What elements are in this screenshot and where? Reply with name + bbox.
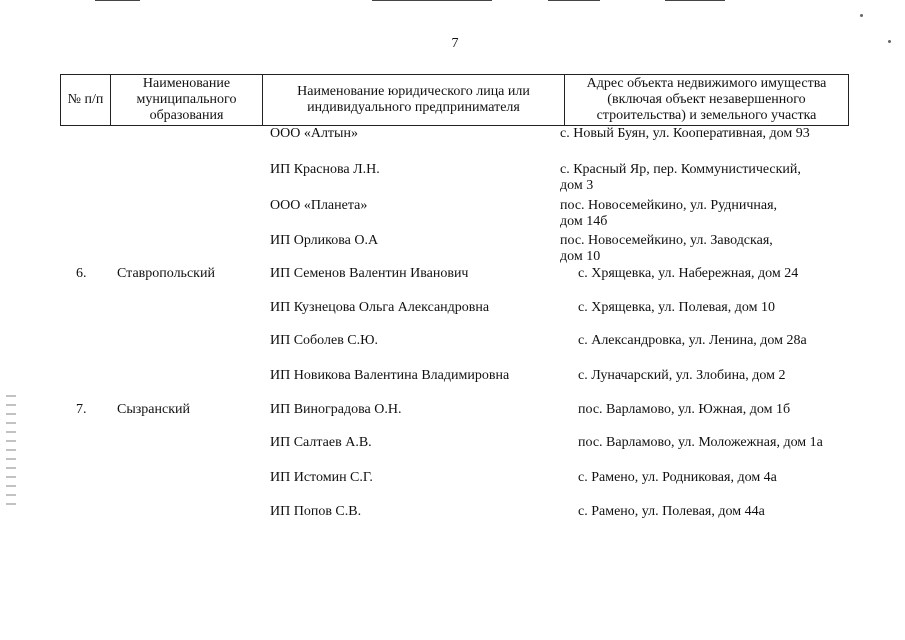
address-cell [578,402,878,418]
address-cell [578,470,878,486]
address-line-continued: дом 14б [560,214,608,229]
address-cell [578,266,878,282]
entity-cell: ООО «Алтын» [270,126,358,141]
header-entity: Наименование юридического лица или индивидуального предпринимателя [263,75,565,126]
municipality-cell: Сызранский [117,402,190,417]
header-num: № п/п [61,75,111,126]
scan-artifact-line [665,0,725,1]
margin-scan-marks [6,395,16,505]
scan-speck [888,40,891,43]
address-cell [578,504,878,520]
address-line: с. Хрящевка, ул. Полевая, дом 10 [578,300,775,315]
address-line: пос. Новосемейкино, ул. Заводская, [560,233,773,248]
address-cell [560,162,860,194]
address-line: с. Хрящевка, ул. Набережная, дом 24 [578,266,799,281]
entity-cell: ИП Попов С.В. [270,504,362,519]
entity-cell: ИП Истомин С.Г. [270,470,373,485]
address-cell [578,300,878,316]
entity-cell: ИП Семенов Валентин Иванович [270,266,469,281]
entity-cell: ИП Кузнецова Ольга Александровна [270,300,490,315]
address-line: пос. Новосемейкино, ул. Рудничная, [560,198,778,213]
address-line: пос. Варламово, ул. Моложежная, дом 1а [578,435,823,450]
entity-cell: ИП Соболев С.Ю. [270,333,379,348]
entity-cell: ИП Салтаев А.В. [270,435,372,450]
header-address: Адрес объекта недвижимого имущества (включая объект незавершенного строительства) и земельного участка [565,75,849,126]
address-cell [578,333,878,349]
address-cell [578,368,878,384]
scan-artifact-line [95,0,140,1]
entity-cell: ООО «Планета» [270,198,368,213]
entity-cell: ИП Орликова О.А [270,233,379,248]
address-line: с. Рамено, ул. Полевая, дом 44а [578,504,765,519]
address-line: с. Новый Буян, ул. Кооперативная, дом 93 [560,126,810,141]
scan-artifact-line [372,0,492,1]
address-line-continued: дом 3 [560,178,594,193]
table-header [60,74,849,126]
page-number: 7 [451,36,459,51]
entity-cell: ИП Новикова Валентина Владимировна [270,368,510,383]
address-cell [578,435,878,451]
entity-cell: ИП Краснова Л.Н. [270,162,380,177]
address-cell [560,126,860,142]
entity-cell: ИП Виноградова О.Н. [270,402,402,417]
address-line-continued: дом 10 [560,249,601,264]
municipality-cell: Ставропольский [117,266,215,281]
row-number: 6. [76,266,87,281]
address-line: с. Рамено, ул. Родниковая, дом 4а [578,470,777,485]
address-line: с. Александровка, ул. Ленина, дом 28а [578,333,807,348]
address-line: с. Красный Яр, пер. Коммунистический, [560,162,801,177]
scan-artifact-line [548,0,600,1]
address-cell [560,233,860,265]
address-line: пос. Варламово, ул. Южная, дом 1б [578,402,791,417]
row-number: 7. [76,402,87,417]
address-line: с. Луначарский, ул. Злобина, дом 2 [578,368,786,383]
address-cell [560,198,860,230]
scan-speck [860,14,863,17]
header-municipality: Наименование муниципального образования [111,75,263,126]
